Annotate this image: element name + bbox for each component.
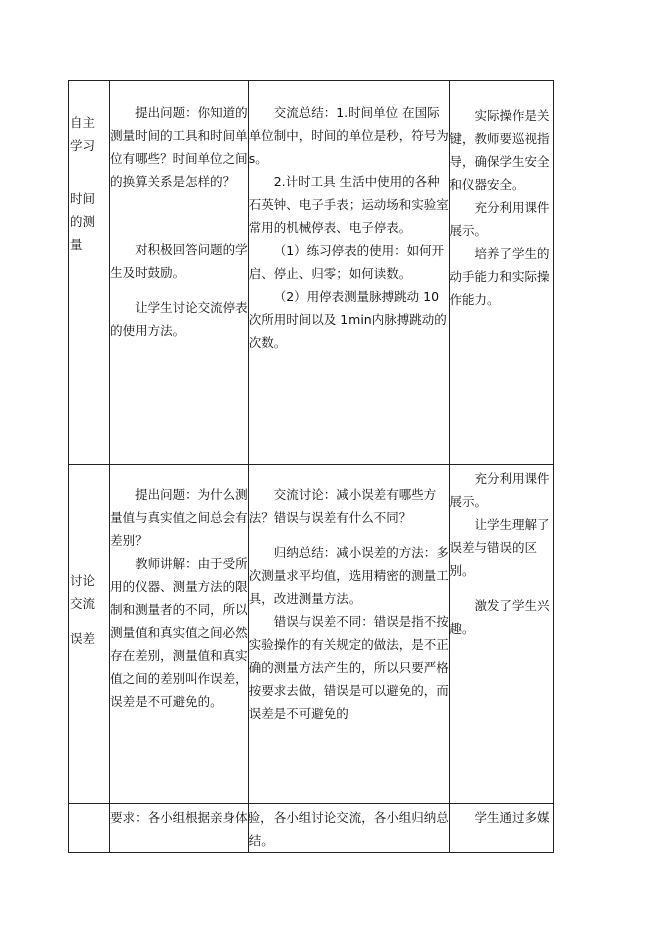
- intent-paragraph: 实际操作是关键，教师要巡视指导，确保学生安全和仪器安全。: [449, 108, 550, 192]
- teacher-paragraph: 提出问题：你知道的测量时间的工具和时间单位有哪些？时间单位之间的换算关系是怎样的？: [110, 105, 248, 189]
- student-paragraph: （2）用停表测量脉搏跳动 10次所用时间以及 1min内脉搏跳动的次数。: [248, 289, 447, 350]
- student-paragraph: 交流总结：1.时间单位 在国际单位制中，时间的单位是秒，符号为 s。: [248, 105, 449, 166]
- design-intent-cell: [449, 804, 553, 853]
- teacher-paragraph: 让学生讨论交流停表的使用方法。: [110, 300, 248, 338]
- section-label: 讨论交流: [70, 573, 96, 611]
- student-activity-cell: [248, 804, 449, 853]
- table-row: [69, 465, 554, 804]
- section-topic: 时间的测量: [70, 191, 96, 252]
- student-paragraph: 各小组讨论交流，各小组归纳总结。: [248, 810, 449, 848]
- student-paragraph: 错误与误差不同：错误是指不按实验操作的有关规定的做法，是不正确的测量方法产生的，所以只要严格按要求去做，错误是可以避免的，而误差是不可避免的: [248, 614, 449, 721]
- teacher-paragraph: 提出问题：为什么测量值与真实值之间总会有差别？: [110, 487, 248, 548]
- teacher-paragraph: 对积极回答问题的学生及时鼓励。: [110, 242, 248, 280]
- teacher-activity-cell: [110, 804, 273, 853]
- section-topic: 误差: [70, 631, 96, 646]
- student-activity-cell: [248, 81, 449, 465]
- student-paragraph: 2.计时工具 生活中使用的各种石英钟、电子手表；运动场和实验室常用的机械停表、电子停表。: [248, 174, 449, 235]
- teacher-activity-cell: [110, 465, 249, 804]
- intent-paragraph: 让学生理解了误差与错误的区别。: [449, 517, 550, 578]
- intent-paragraph: 培养了学生的动手能力和实际操作能力。: [449, 246, 550, 307]
- student-activity-cell: [248, 465, 449, 804]
- teacher-activity-cell: [110, 81, 249, 465]
- intent-paragraph: 充分利用课件展示。: [449, 200, 550, 238]
- table-row: [69, 804, 554, 853]
- section-label-cell: [69, 81, 110, 465]
- section-label: 自主学习: [70, 115, 96, 153]
- section-label-cell: [69, 804, 110, 853]
- intent-paragraph: 学生通过多媒: [474, 810, 550, 825]
- student-paragraph: 归纳总结：减小误差的方法：多次测量求平均值，选用精密的测量工具，改进测量方法。: [248, 545, 449, 606]
- teacher-paragraph: 教师讲解：由于受所用的仪器、测量方法的限制和测量者的不同，所以测量值和真实值之间必然存在差别，测量值和真实值之间的差别叫作误差，误差是不可避免的。: [110, 556, 248, 709]
- section-label-cell: [69, 465, 110, 804]
- design-intent-cell: [449, 465, 553, 804]
- intent-paragraph: 充分利用课件展示。: [449, 471, 550, 509]
- design-intent-cell: [449, 81, 553, 465]
- student-paragraph: （1）练习停表的使用：如何开启、停止、归零；如何读数。: [248, 243, 445, 281]
- teacher-paragraph: 要求：各小组根据亲身体验，: [110, 810, 273, 825]
- table-row: [69, 81, 554, 465]
- lesson-plan-table: [68, 80, 554, 853]
- student-paragraph: 交流讨论：减小误差有哪些方法？错误与误差有什么不同？: [248, 487, 437, 525]
- intent-paragraph: 激发了学生兴趣。: [449, 598, 550, 636]
